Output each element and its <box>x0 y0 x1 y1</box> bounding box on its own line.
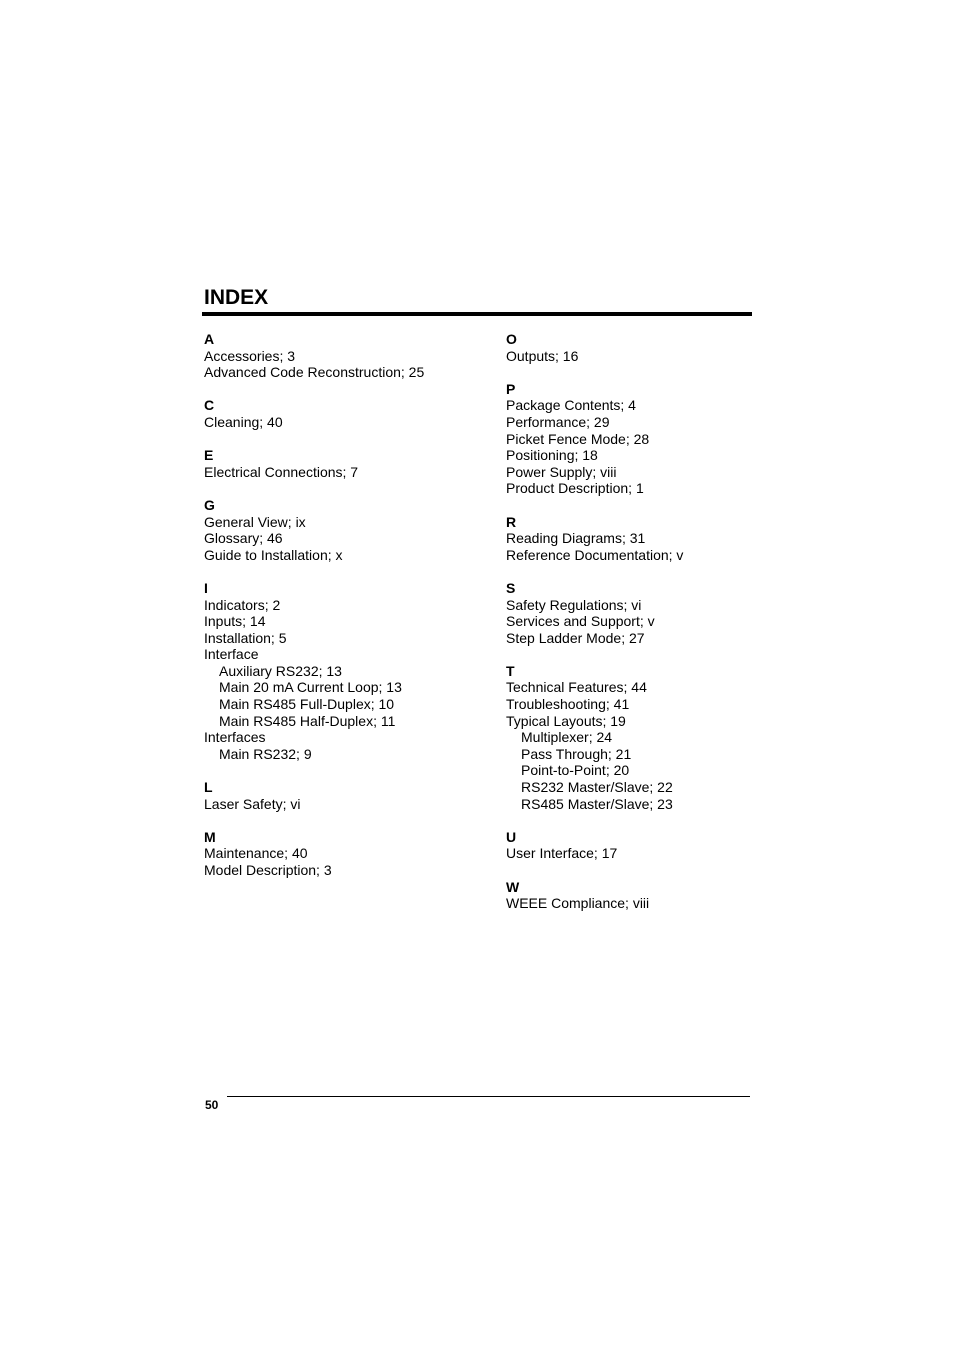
index-subentry: Auxiliary RS232; 13 <box>219 662 342 679</box>
index-letter-heading: P <box>506 380 516 397</box>
index-entry: Picket Fence Mode; 28 <box>506 430 650 447</box>
index-letter-heading: E <box>204 447 214 464</box>
index-entry: Troubleshooting; 41 <box>506 696 630 713</box>
index-group <box>204 779 494 812</box>
index-group <box>204 331 494 381</box>
index-entry: Advanced Code Reconstruction; 25 <box>204 364 425 381</box>
index-letter-heading: R <box>506 513 517 530</box>
index-entry: Interfaces <box>204 729 266 746</box>
index-entry: Power Supply; viii <box>506 463 617 480</box>
index-entry: Interface <box>204 646 259 663</box>
index-entry: Reading Diagrams; 31 <box>506 530 646 547</box>
index-entry: Product Description; 1 <box>506 480 644 497</box>
index-entry: Performance; 29 <box>506 413 610 430</box>
index-entry: Typical Layouts; 19 <box>506 712 626 729</box>
index-group <box>204 580 494 763</box>
index-entry: Accessories; 3 <box>204 347 296 364</box>
index-entry: Laser Safety; vi <box>204 795 301 812</box>
index-letter-heading: G <box>204 496 215 513</box>
index-entry: Safety Regulations; vi <box>506 596 642 613</box>
index-column-right <box>506 331 756 928</box>
index-entry: Inputs; 14 <box>204 613 266 630</box>
index-group <box>506 580 756 646</box>
index-letter-heading: T <box>506 662 515 679</box>
index-letter-heading: L <box>204 779 213 796</box>
index-letter-heading: S <box>506 579 516 596</box>
index-letter-heading: M <box>204 828 216 845</box>
index-letter-heading: I <box>204 579 208 596</box>
index-subentry: Main RS485 Full-Duplex; 10 <box>219 696 395 713</box>
index-entry: WEEE Compliance; viii <box>506 895 650 912</box>
index-entry: Glossary; 46 <box>204 530 283 547</box>
index-group <box>506 829 756 862</box>
index-letter-heading: A <box>204 331 215 347</box>
index-subentry: Main 20 mA Current Loop; 13 <box>219 679 402 696</box>
index-subentry: Point-to-Point; 20 <box>521 762 630 779</box>
index-entry: Installation; 5 <box>204 629 287 646</box>
index-entry: Technical Features; 44 <box>506 679 647 696</box>
index-entry: User Interface; 17 <box>506 845 618 862</box>
index-entry: General View; ix <box>204 513 306 530</box>
page-number: 50 <box>205 1098 219 1112</box>
index-group <box>506 331 756 364</box>
index-subentry: Main RS485 Half-Duplex; 11 <box>219 712 396 729</box>
index-entry: Step Ladder Mode; 27 <box>506 629 645 646</box>
index-letter-heading: C <box>204 397 215 414</box>
index-letter-heading: U <box>506 828 517 845</box>
index-entry: Outputs; 16 <box>506 347 579 364</box>
index-entry: Maintenance; 40 <box>204 845 308 862</box>
index-subentry: Main RS232; 9 <box>219 745 312 762</box>
page-title: INDEX <box>204 286 269 309</box>
index-entry: Model Description; 3 <box>204 862 332 878</box>
footer-divider <box>227 1096 750 1097</box>
title-divider <box>202 312 752 316</box>
index-group <box>506 663 756 812</box>
index-subentry: RS485 Master/Slave; 23 <box>521 795 673 812</box>
index-group <box>204 497 494 563</box>
index-entry: Electrical Connections; 7 <box>204 463 359 480</box>
index-group <box>204 829 494 879</box>
index-subentry: RS232 Master/Slave; 22 <box>521 779 673 796</box>
index-subentry: Pass Through; 21 <box>521 745 632 762</box>
index-entry: Cleaning; 40 <box>204 413 283 430</box>
index-group <box>506 381 756 497</box>
index-entry: Package Contents; 4 <box>506 397 636 414</box>
index-group <box>204 397 494 430</box>
index-column-left <box>204 331 494 895</box>
index-entry: Indicators; 2 <box>204 596 281 613</box>
index-group <box>204 447 494 480</box>
index-entry: Guide to Installation; x <box>204 546 343 563</box>
index-letter-heading: W <box>506 878 520 895</box>
index-entry: Services and Support; v <box>506 613 655 630</box>
index-group <box>506 879 756 912</box>
index-entry: Positioning; 18 <box>506 447 598 464</box>
index-group <box>506 514 756 564</box>
index-subentry: Multiplexer; 24 <box>521 729 613 746</box>
index-entry: Reference Documentation; v <box>506 546 684 563</box>
index-letter-heading: O <box>506 331 517 347</box>
